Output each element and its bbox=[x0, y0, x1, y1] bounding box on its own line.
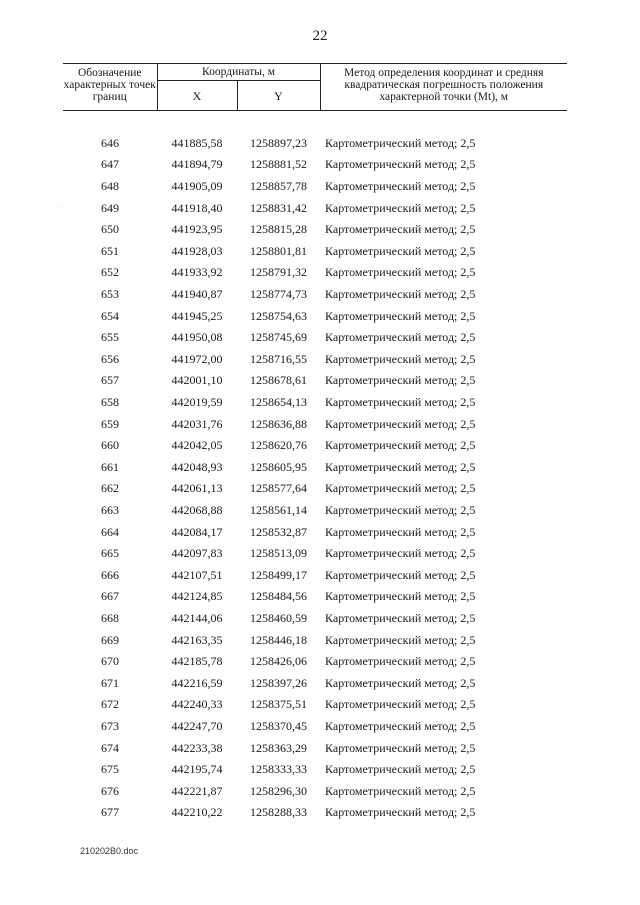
cell-y: 1258561,14 bbox=[250, 502, 307, 517]
margin-mark: · bbox=[58, 205, 60, 211]
cell-point-id: 674 bbox=[101, 740, 119, 755]
cell-x: 442233,38 bbox=[171, 740, 223, 755]
table-row bbox=[63, 694, 567, 716]
cell-x: 441945,25 bbox=[171, 308, 223, 323]
cell-x: 442097,83 bbox=[171, 546, 223, 561]
cell-point-id: 675 bbox=[101, 762, 119, 777]
cell-y: 1258605,95 bbox=[250, 459, 307, 474]
cell-point-id: 664 bbox=[101, 524, 119, 539]
cell-x: 442107,51 bbox=[171, 567, 223, 582]
header-designation: Обозначение характерных точек границ bbox=[63, 64, 157, 111]
cell-y: 1258897,23 bbox=[250, 135, 307, 150]
cell-x: 441972,00 bbox=[171, 351, 223, 366]
cell-x: 441950,08 bbox=[171, 330, 223, 345]
cell-method: Картометрический метод; 2,5 bbox=[325, 265, 476, 280]
cell-x: 442124,85 bbox=[171, 589, 223, 604]
cell-x: 441894,79 bbox=[171, 157, 223, 172]
cell-point-id: 646 bbox=[101, 135, 119, 150]
footer-filename: 210202B0.doc bbox=[80, 846, 139, 856]
cell-y: 1258801,81 bbox=[250, 243, 307, 258]
table-row bbox=[63, 737, 567, 759]
table-row bbox=[63, 327, 567, 349]
table-row bbox=[63, 176, 567, 198]
cell-y: 1258375,51 bbox=[250, 697, 307, 712]
table-row bbox=[63, 629, 567, 651]
cell-point-id: 667 bbox=[101, 589, 119, 604]
cell-x: 442216,59 bbox=[171, 675, 223, 690]
table-row bbox=[63, 284, 567, 306]
cell-y: 1258716,55 bbox=[250, 351, 307, 366]
cell-method: Картометрический метод; 2,5 bbox=[325, 416, 476, 431]
cell-y: 1258791,32 bbox=[250, 265, 307, 280]
cell-y: 1258754,63 bbox=[250, 308, 307, 323]
table-row bbox=[63, 349, 567, 371]
cell-y: 1258577,64 bbox=[250, 481, 307, 496]
cell-point-id: 662 bbox=[101, 481, 119, 496]
table-row bbox=[63, 241, 567, 263]
cell-method: Картометрический метод; 2,5 bbox=[325, 589, 476, 604]
cell-x: 442210,22 bbox=[171, 805, 223, 820]
cell-method: Картометрический метод; 2,5 bbox=[325, 697, 476, 712]
cell-y: 1258370,45 bbox=[250, 718, 307, 733]
cell-point-id: 659 bbox=[101, 416, 119, 431]
cell-x: 442195,74 bbox=[171, 762, 223, 777]
cell-point-id: 671 bbox=[101, 675, 119, 690]
cell-method: Картометрический метод; 2,5 bbox=[325, 287, 476, 302]
cell-method: Картометрический метод; 2,5 bbox=[325, 395, 476, 410]
cell-y: 1258296,30 bbox=[250, 783, 307, 798]
cell-y: 1258397,26 bbox=[250, 675, 307, 690]
cell-x: 442042,05 bbox=[171, 438, 223, 453]
table-row bbox=[63, 435, 567, 457]
cell-x: 441940,87 bbox=[171, 287, 223, 302]
table-row bbox=[63, 500, 567, 522]
cell-point-id: 655 bbox=[101, 330, 119, 345]
cell-point-id: 670 bbox=[101, 654, 119, 669]
cell-x: 441923,95 bbox=[171, 222, 223, 237]
table-row bbox=[63, 457, 567, 479]
table-body bbox=[63, 111, 567, 824]
cell-y: 1258815,28 bbox=[250, 222, 307, 237]
cell-y: 1258532,87 bbox=[250, 524, 307, 539]
cell-method: Картометрический метод; 2,5 bbox=[325, 675, 476, 690]
cell-point-id: 650 bbox=[101, 222, 119, 237]
cell-y: 1258460,59 bbox=[250, 610, 307, 625]
table-row bbox=[63, 521, 567, 543]
cell-method: Картометрический метод; 2,5 bbox=[325, 438, 476, 453]
table-row bbox=[63, 392, 567, 414]
cell-y: 1258363,29 bbox=[250, 740, 307, 755]
cell-point-id: 673 bbox=[101, 718, 119, 733]
cell-x: 442221,87 bbox=[171, 783, 223, 798]
cell-y: 1258446,18 bbox=[250, 632, 307, 647]
table-row bbox=[63, 780, 567, 802]
header-coordinates: Координаты, м bbox=[157, 64, 320, 81]
cell-y: 1258857,78 bbox=[250, 179, 307, 194]
cell-y: 1258678,61 bbox=[250, 373, 307, 388]
table-row bbox=[63, 262, 567, 284]
cell-y: 1258774,73 bbox=[250, 287, 307, 302]
table-row bbox=[63, 672, 567, 694]
cell-method: Картометрический метод; 2,5 bbox=[325, 783, 476, 798]
cell-point-id: 654 bbox=[101, 308, 119, 323]
cell-point-id: 665 bbox=[101, 546, 119, 561]
cell-x: 441928,03 bbox=[171, 243, 223, 258]
cell-y: 1258513,09 bbox=[250, 546, 307, 561]
cell-point-id: 657 bbox=[101, 373, 119, 388]
table-row bbox=[63, 802, 567, 824]
cell-y: 1258484,56 bbox=[250, 589, 307, 604]
cell-y: 1258745,69 bbox=[250, 330, 307, 345]
cell-method: Картометрический метод; 2,5 bbox=[325, 308, 476, 323]
cell-x: 441918,40 bbox=[171, 200, 223, 215]
cell-x: 442019,59 bbox=[171, 395, 223, 410]
cell-x: 442048,93 bbox=[171, 459, 223, 474]
table-row bbox=[63, 133, 567, 155]
cell-method: Картометрический метод; 2,5 bbox=[325, 222, 476, 237]
cell-method: Картометрический метод; 2,5 bbox=[325, 610, 476, 625]
cell-point-id: 653 bbox=[101, 287, 119, 302]
header-method: Метод определения координат и средняя квадратическая погрешность положения характерной точки (Mt), м bbox=[320, 64, 567, 111]
cell-x: 441933,92 bbox=[171, 265, 223, 280]
cell-method: Картометрический метод; 2,5 bbox=[325, 546, 476, 561]
table-row bbox=[63, 305, 567, 327]
coordinates-table bbox=[63, 63, 567, 824]
header-x: X bbox=[157, 81, 237, 111]
cell-x: 441905,09 bbox=[171, 179, 223, 194]
cell-x: 442240,33 bbox=[171, 697, 223, 712]
cell-method: Картометрический метод; 2,5 bbox=[325, 805, 476, 820]
table-row bbox=[63, 219, 567, 241]
cell-point-id: 647 bbox=[101, 157, 119, 172]
spacer-row bbox=[63, 111, 567, 133]
cell-y: 1258499,17 bbox=[250, 567, 307, 582]
cell-x: 442185,78 bbox=[171, 654, 223, 669]
cell-point-id: 668 bbox=[101, 610, 119, 625]
cell-y: 1258620,76 bbox=[250, 438, 307, 453]
page-number: 22 bbox=[312, 28, 328, 44]
cell-point-id: 677 bbox=[101, 805, 119, 820]
cell-x: 442144,06 bbox=[171, 610, 223, 625]
cell-x: 442031,76 bbox=[171, 416, 223, 431]
cell-method: Картометрический метод; 2,5 bbox=[325, 243, 476, 258]
cell-method: Картометрический метод; 2,5 bbox=[325, 718, 476, 733]
table-row bbox=[63, 759, 567, 781]
cell-method: Картометрический метод; 2,5 bbox=[325, 654, 476, 669]
cell-point-id: 658 bbox=[101, 395, 119, 410]
cell-point-id: 669 bbox=[101, 632, 119, 647]
table-row bbox=[63, 413, 567, 435]
cell-method: Картометрический метод; 2,5 bbox=[325, 632, 476, 647]
cell-x: 442001,10 bbox=[171, 373, 223, 388]
cell-y: 1258831,42 bbox=[250, 200, 307, 215]
cell-point-id: 672 bbox=[101, 697, 119, 712]
table-row bbox=[63, 370, 567, 392]
cell-method: Картометрический метод; 2,5 bbox=[325, 351, 476, 366]
table-row bbox=[63, 543, 567, 565]
cell-y: 1258636,88 bbox=[250, 416, 307, 431]
table-header bbox=[63, 64, 567, 111]
table-row bbox=[63, 154, 567, 176]
cell-method: Картометрический метод; 2,5 bbox=[325, 157, 476, 172]
cell-x: 442163,35 bbox=[171, 632, 223, 647]
cell-y: 1258333,33 bbox=[250, 762, 307, 777]
cell-method: Картометрический метод; 2,5 bbox=[325, 200, 476, 215]
table-row bbox=[63, 478, 567, 500]
cell-method: Картометрический метод; 2,5 bbox=[325, 762, 476, 777]
table-row bbox=[63, 608, 567, 630]
cell-point-id: 666 bbox=[101, 567, 119, 582]
cell-x: 442247,70 bbox=[171, 718, 223, 733]
cell-x: 441885,58 bbox=[171, 135, 223, 150]
table-row bbox=[63, 716, 567, 738]
cell-y: 1258426,06 bbox=[250, 654, 307, 669]
cell-point-id: 676 bbox=[101, 783, 119, 798]
cell-y: 1258288,33 bbox=[250, 805, 307, 820]
cell-method: Картометрический метод; 2,5 bbox=[325, 459, 476, 474]
cell-x: 442061,13 bbox=[171, 481, 223, 496]
cell-point-id: 649 bbox=[101, 200, 119, 215]
cell-point-id: 652 bbox=[101, 265, 119, 280]
cell-method: Картометрический метод; 2,5 bbox=[325, 481, 476, 496]
cell-method: Картометрический метод; 2,5 bbox=[325, 135, 476, 150]
cell-method: Картометрический метод; 2,5 bbox=[325, 179, 476, 194]
table-row bbox=[63, 564, 567, 586]
table-row bbox=[63, 197, 567, 219]
cell-method: Картометрический метод; 2,5 bbox=[325, 502, 476, 517]
cell-method: Картометрический метод; 2,5 bbox=[325, 740, 476, 755]
cell-point-id: 661 bbox=[101, 459, 119, 474]
cell-y: 1258654,13 bbox=[250, 395, 307, 410]
cell-method: Картометрический метод; 2,5 bbox=[325, 567, 476, 582]
cell-method: Картометрический метод; 2,5 bbox=[325, 524, 476, 539]
cell-y: 1258881,52 bbox=[250, 157, 307, 172]
cell-point-id: 656 bbox=[101, 351, 119, 366]
cell-method: Картометрический метод; 2,5 bbox=[325, 373, 476, 388]
cell-x: 442068,88 bbox=[171, 502, 223, 517]
header-y: Y bbox=[237, 81, 320, 111]
cell-point-id: 648 bbox=[101, 179, 119, 194]
cell-point-id: 651 bbox=[101, 243, 119, 258]
cell-point-id: 660 bbox=[101, 438, 119, 453]
cell-x: 442084,17 bbox=[171, 524, 223, 539]
table-row bbox=[63, 651, 567, 673]
cell-point-id: 663 bbox=[101, 502, 119, 517]
cell-method: Картометрический метод; 2,5 bbox=[325, 330, 476, 345]
table-row bbox=[63, 586, 567, 608]
